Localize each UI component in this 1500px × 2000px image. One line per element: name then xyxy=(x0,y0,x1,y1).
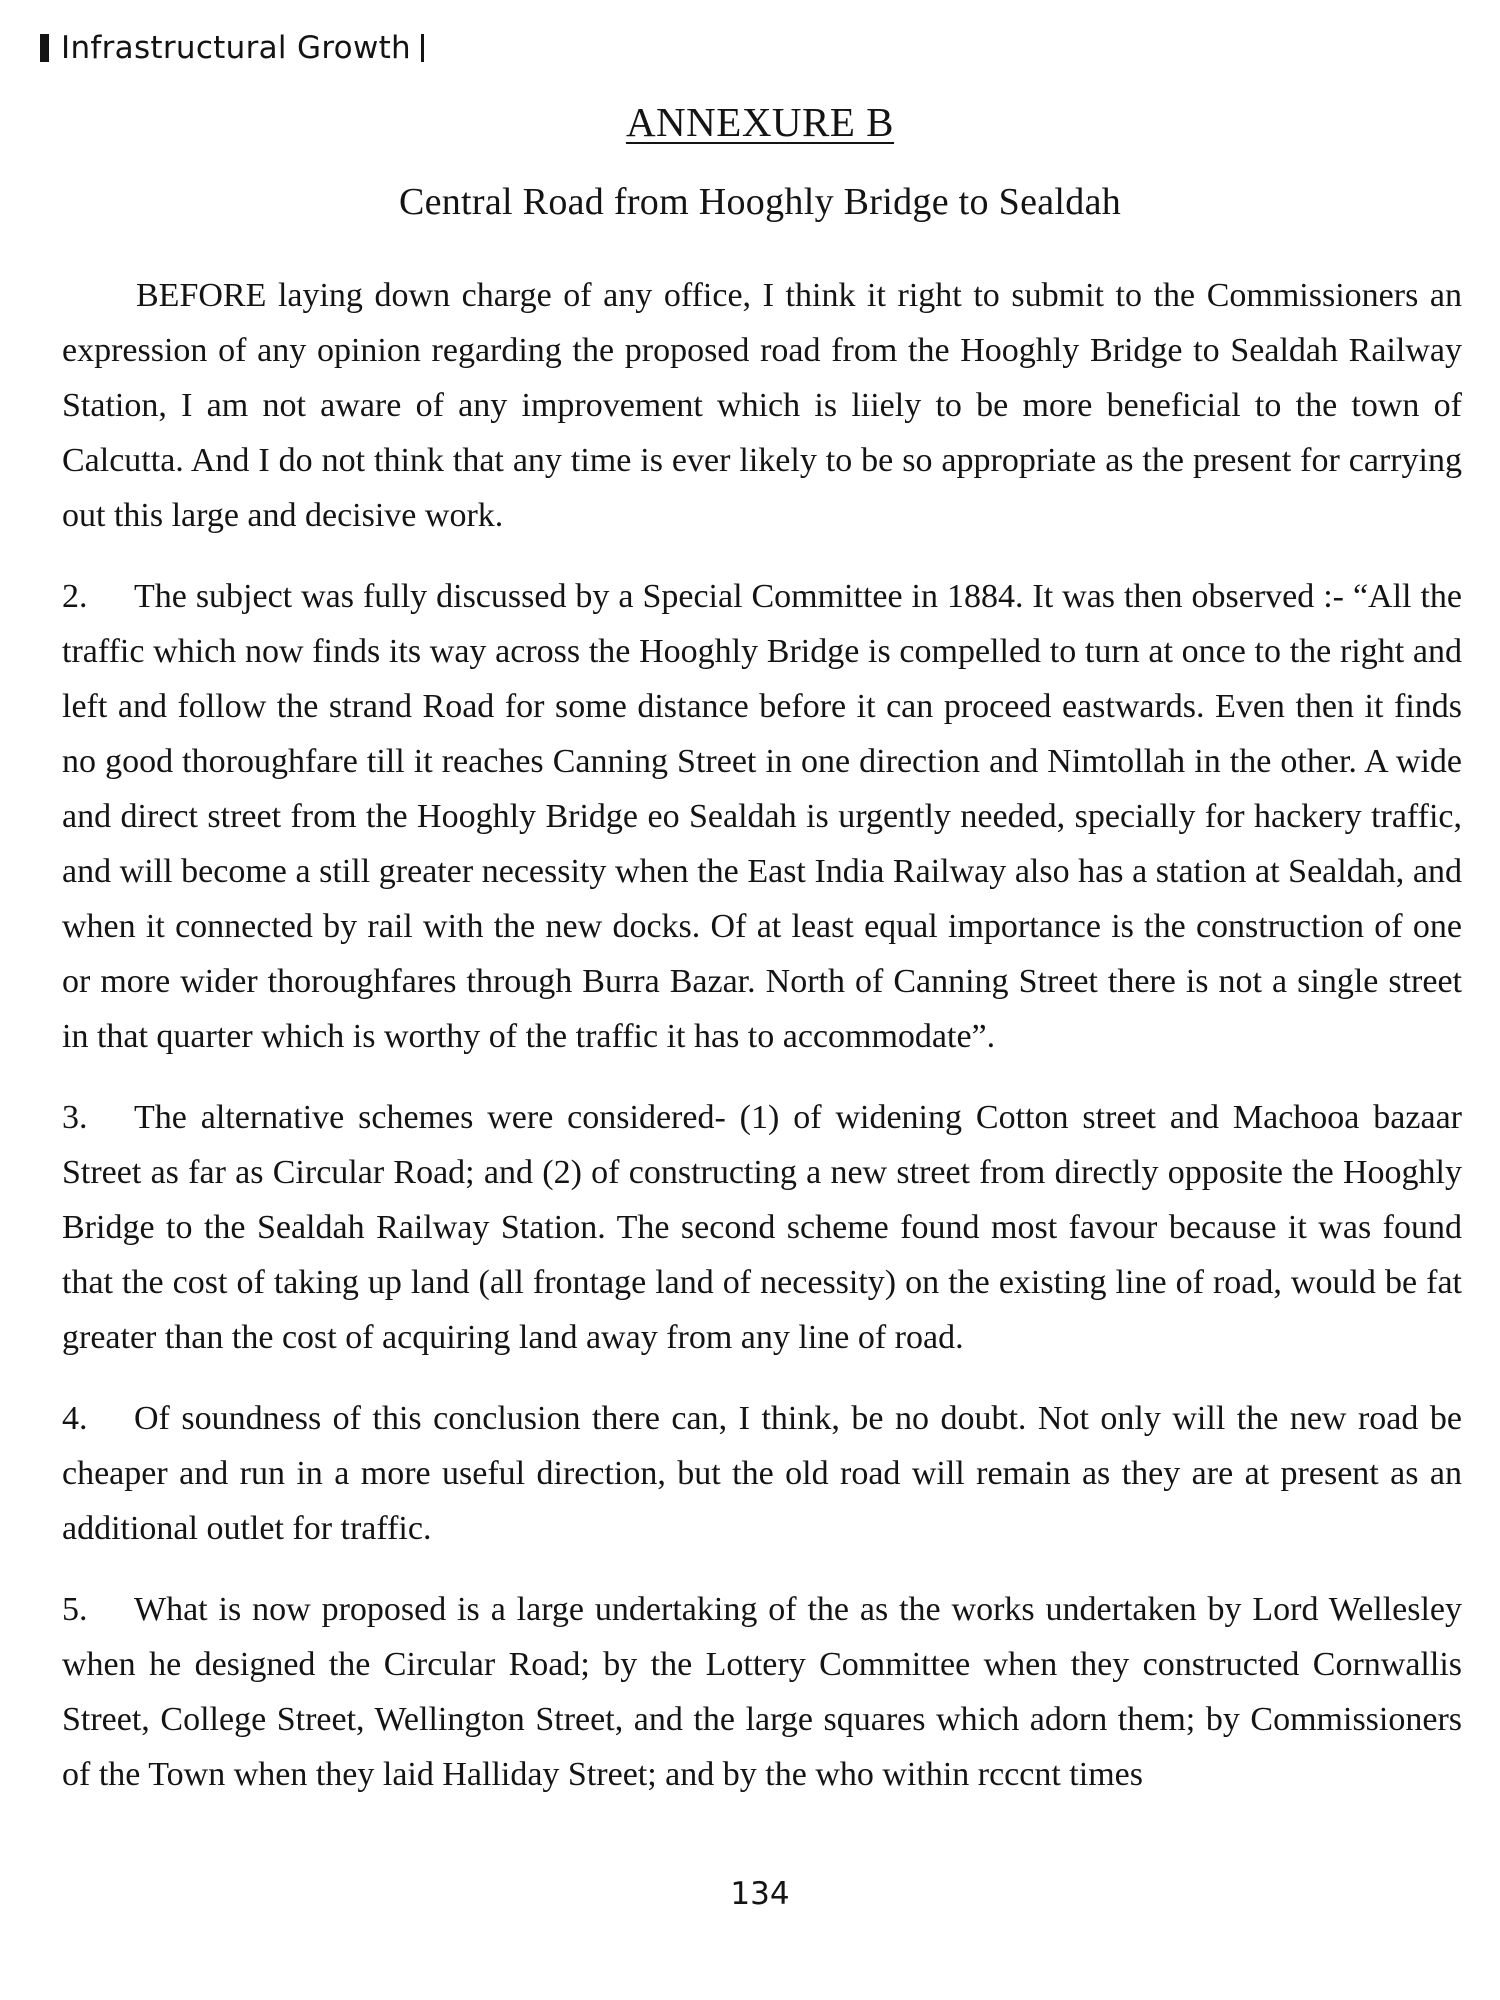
running-head-divider-icon xyxy=(421,34,424,62)
paragraph-number: 3. xyxy=(62,1099,88,1136)
paragraph-number: 2. xyxy=(62,578,88,615)
paragraph-number: 5. xyxy=(62,1591,88,1628)
running-head xyxy=(40,30,424,66)
paragraph-text: The alternative schemes were considered- (1) of widening Cotton street and Machooa bazaar Street as far as Circular Road; and (2) of constructing a new street from directly opposite the Hooghly Bridge to the Sealdah Railway Station. The second scheme found most favour because it was found that the cost of taking up land (all frontage land of necessity) on the existing line of road, would be fat greater than the cost of acquiring land away from any line of road. xyxy=(62,1099,1462,1356)
paragraph-3 xyxy=(62,1090,1462,1365)
paragraph-text: BEFORE laying down charge of any office, I think it right to submit to the Commissioners an expression of any opinion regarding the proposed road from the Hooghly Bridge to Sealdah Railway Station, I am not aware of any improvement which is liiely to be more beneficial to the town of Calcutta. And I do not think that any time is ever likely to be so appropriate as the present for carrying out this large and decisive work. xyxy=(62,277,1462,534)
page-number: 134 xyxy=(730,1876,790,1912)
running-head-text: Infrastructural Growth xyxy=(61,30,412,66)
annexure-title: ANNEXURE B xyxy=(625,99,895,145)
paragraph-4 xyxy=(62,1391,1462,1556)
paragraph-5 xyxy=(62,1582,1462,1802)
paragraph-text: The subject was fully discussed by a Special Committee in 1884. It was then observed :- “All the traffic which now finds its way across the Hooghly Bridge is compelled to turn at once to the right and left and follow the strand Road for some distance before it can proceed eastwards. Even then it finds no good thoroughfare till it reaches Canning Street in one direction and Nimtollah in the other. A wide and direct street from the Hooghly Bridge eo Sealdah is urgently needed, specially for hackery traffic, and will become a still greater necessity when the East India Railway also has a station at Sealdah, and when it connected by rail with the new docks. Of at least equal importance is the construction of one or more wider thoroughfares through Burra Bazar. North of Canning Street there is not a single street in that quarter which is worthy of the traffic it has to accommodate”. xyxy=(62,578,1462,1055)
body-text xyxy=(62,268,1462,1828)
subtitle: Central Road from Hooghly Bridge to Sealdah xyxy=(398,181,1122,223)
running-head-bar-icon xyxy=(40,34,49,62)
paragraph-text: Of soundness of this conclusion there can, I think, be no doubt. Not only will the new road be cheaper and run in a more useful direction, but the old road will remain as they are at present as an additional outlet for traffic. xyxy=(62,1400,1462,1547)
paragraph-1 xyxy=(62,268,1462,543)
paragraph-number: 4. xyxy=(62,1400,88,1437)
paragraph-text: What is now proposed is a large undertaking of the as the works undertaken by Lord Wellesley when he designed the Circular Road; by the Lottery Committee when they constructed Cornwallis Street, College Street, Wellington Street, and the large squares which adorn them; by Commissioners of the Town when they laid Halliday Street; and by the who within rcccnt times xyxy=(62,1591,1462,1793)
paragraph-2 xyxy=(62,569,1462,1064)
